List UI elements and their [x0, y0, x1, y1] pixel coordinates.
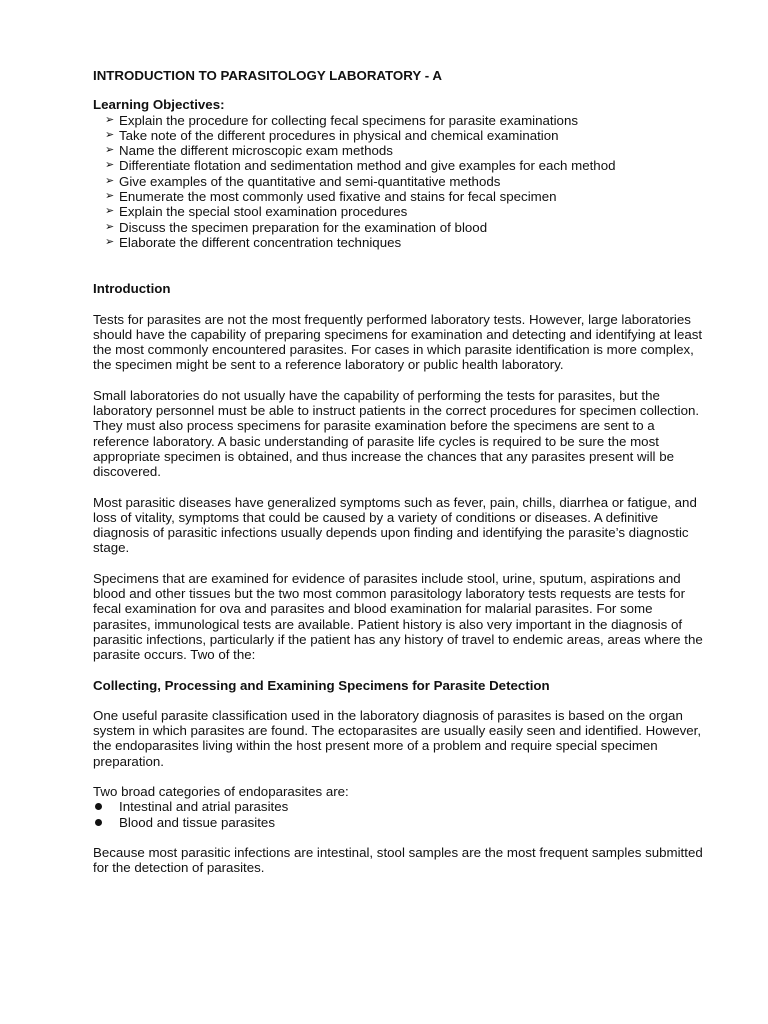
objective-text: Give examples of the quantitative and semi-quantitative methods	[119, 173, 501, 189]
arrow-bullet-icon: ➢	[105, 159, 115, 172]
categories-intro: Two broad categories of endoparasites are:	[93, 783, 349, 799]
list-item	[105, 113, 705, 128]
arrow-bullet-icon: ➢	[105, 174, 115, 187]
list-item	[105, 174, 705, 189]
introduction-heading: Introduction	[93, 281, 171, 297]
bullet-dot-icon	[95, 803, 102, 810]
objective-text: Enumerate the most commonly used fixative and stains for fecal specimen	[119, 189, 557, 205]
list-item	[93, 815, 705, 830]
list-item	[105, 235, 705, 250]
bullet-dot-icon	[95, 819, 102, 826]
collecting-paragraph: One useful parasite classification used in the laboratory diagnosis of parasites is based on the organ system in which parasites are found. The ectoparasites are usually easily seen and identified. However, the endoparasites living within the host present more of a problem and require special specimen preparation.	[93, 707, 702, 769]
category-text: Blood and tissue parasites	[119, 814, 275, 830]
intro-paragraph-2: Small laboratories do not usually have the capability of performing the tests for parasites, but the laboratory personnel must be able to instruct patients in the correct procedures for specimen collection. They must also process specimens for parasite examination before the specimens are sent to a reference laboratory. A basic understanding of parasite life cycles is required to be sure the most appropriate specimen is obtained, and thus increase the chances that any parasites present will be discovered.	[93, 387, 700, 480]
arrow-bullet-icon: ➢	[105, 128, 115, 141]
intro-paragraph-4: Specimens that are examined for evidence of parasites include stool, urine, sputum, aspirations and blood and other tissues but the two most common parasitology laboratory tests requests are tests for fecal examination for ova and parasites and blood examination for malarial parasites. For some parasites, immunological tests are available. Patient history is also very important in the diagnosis of parasitic infections, particularly if the patient has any history of travel to endemic areas, areas where the parasite occurs. Two of the:	[93, 570, 703, 663]
arrow-bullet-icon: ➢	[105, 220, 115, 233]
objective-text: Elaborate the different concentration techniques	[119, 234, 402, 250]
objectives-list	[93, 113, 705, 251]
intro-paragraph-3: Most parasitic diseases have generalized symptoms such as fever, pain, chills, diarrhea or fatigue, and loss of vitality, symptoms that could be caused by a variety of conditions or diseases. A definitive diagnosis of parasitic infections usually depends upon finding and identifying the parasite’s diagnostic stage.	[93, 494, 697, 556]
objectives-heading: Learning Objectives:	[93, 97, 225, 113]
objective-text: Explain the special stool examination procedures	[119, 204, 408, 220]
list-item	[93, 799, 705, 814]
arrow-bullet-icon: ➢	[105, 235, 115, 248]
arrow-bullet-icon: ➢	[105, 190, 115, 203]
intro-paragraph-1: Tests for parasites are not the most frequently performed laboratory tests. However, large laboratories should have the capability of preparing specimens for examination and detecting and identifying at least the most commonly encountered parasites. For cases in which parasite identification is more complex, the specimen might be sent to a reference laboratory or public health laboratory.	[93, 311, 703, 373]
arrow-bullet-icon: ➢	[105, 205, 115, 218]
list-item	[105, 220, 705, 235]
category-text: Intestinal and atrial parasites	[119, 799, 289, 815]
objective-text: Name the different microscopic exam methods	[119, 143, 393, 159]
objective-text: Discuss the specimen preparation for the examination of blood	[119, 219, 488, 235]
list-item	[105, 128, 705, 143]
list-item	[105, 189, 705, 204]
objective-text: Explain the procedure for collecting fecal specimens for parasite examinations	[119, 112, 578, 128]
arrow-bullet-icon: ➢	[105, 144, 115, 157]
objective-text: Differentiate flotation and sedimentation method and give examples for each method	[119, 158, 616, 174]
closing-paragraph: Because most parasitic infections are intestinal, stool samples are the most frequent samples submitted for the detection of parasites.	[93, 844, 703, 876]
objective-text: Take note of the different procedures in physical and chemical examination	[119, 127, 559, 143]
document-title: INTRODUCTION TO PARASITOLOGY LABORATORY - A	[93, 68, 442, 83]
list-item	[105, 143, 705, 158]
document-page	[93, 68, 705, 875]
collecting-heading: Collecting, Processing and Examining Specimens for Parasite Detection	[93, 677, 550, 693]
list-item	[105, 204, 705, 219]
list-item	[105, 158, 705, 173]
categories-list	[93, 799, 705, 830]
arrow-bullet-icon: ➢	[105, 113, 115, 126]
